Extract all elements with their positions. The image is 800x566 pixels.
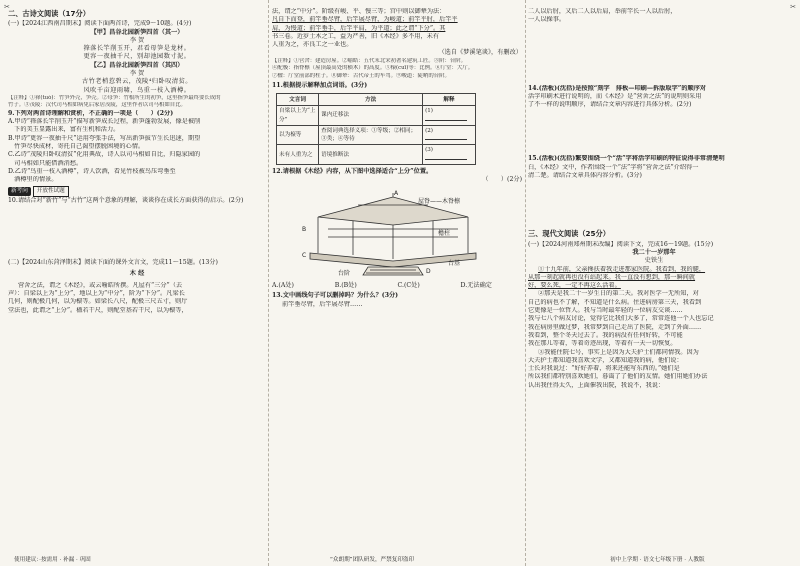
essay-line: 营舍之法，谓之《木经》，或云喻皓所撰。凡屋有“三分”（去 — [18, 281, 183, 289]
answer-cell[interactable] — [423, 145, 476, 165]
source-note: （选自《梦溪笔谈》，有删改） — [438, 49, 522, 57]
option-text: 司马相如只能借酒消愁。 — [8, 159, 83, 167]
annotation: ④配极：指脊檩（屋顶最高处的横木）的高度。⑤榱(cuī)等：比例。⑥厅堂：大厅。 — [272, 65, 474, 72]
footer-right: 初中上学期 · 语文七年级下册 · 人教版 — [610, 557, 705, 563]
table-header: 文言词 — [277, 94, 319, 106]
article-title: 我二十一岁那年 — [632, 248, 676, 256]
answer-number: (2) — [425, 127, 433, 134]
answer-space[interactable] — [8, 205, 266, 259]
table-cell: 语境推断法 — [319, 145, 423, 165]
article-line: 我看到，整个冬天过去了。我的病没有任何好转，不可能 — [528, 331, 683, 339]
poem-line: 箨落长竿削玉开，君看母笋是龙材。 — [83, 45, 191, 53]
poem-line: 风吹千亩迎雨啸，鸟重一枝入酒樽。 — [83, 86, 191, 94]
option-text: C.乙诗“茂陵归卧叹清贫”化用典故，诗人以司马相如自比，归隐家园的 — [8, 151, 201, 159]
article-line: 士长对我说过：“好好养着，将来还能写东西的。”她们是 — [528, 365, 680, 373]
label-c: C — [302, 251, 307, 259]
vocab-table — [276, 93, 476, 165]
answer-space[interactable] — [528, 25, 780, 85]
essay-line: 堂法也，此谓之“上分”。楹若干尺，则配堂基若干尺，以为榱等， — [8, 306, 188, 314]
crop-mark-icon: ✂ — [4, 3, 10, 11]
option-text: 下的美玉显露出来，富有生机和活力。 — [8, 126, 120, 134]
column-left — [8, 8, 266, 315]
table-header: 方法 — [319, 94, 423, 106]
option-text: A.甲诗“箨落长竿削玉开”描写新笋成长过程，新笋蓬勃发展，像是被削 — [8, 118, 201, 126]
essay-title: 木 经 — [129, 270, 145, 278]
column-middle — [272, 8, 522, 309]
poem-line: 古竹老梢惹碧云，茂陵⁴归卧叹清贫。 — [82, 78, 192, 86]
article-line: ②那天是我二十一岁生日的第二天。我对医学一无所知，对 — [538, 290, 699, 298]
column-divider — [268, 0, 270, 566]
table-cell: 查阅词典选择义项：①等级；②相同；③类；④等待 — [319, 125, 423, 145]
article-line: 认出我住得太久，上面催我出院，我说不，我说： — [528, 381, 665, 389]
option-text: 酒樽里的情景。 — [8, 176, 58, 184]
label-a: A — [394, 189, 399, 197]
question-11: 11.根据提示解释加点词语。(3分) — [272, 82, 368, 89]
poem-line: 更容一夜抽千尺，别却池园数寸泥。 — [83, 53, 191, 61]
section-title: 二、古诗文阅读（17分） — [8, 9, 90, 18]
underlined-sentence: 肩，为慢道；前竿垂手，后竿平肩，为平道；此之谓“下分”。其 — [272, 24, 446, 32]
label-beam: 屋脊——木脊檩 — [418, 197, 461, 205]
footer-middle: “众朗期”团队研发，严禁复印盗印 — [330, 557, 415, 563]
question-text: 清二楚。请结合文章具体内容分析。(3分) — [528, 172, 642, 180]
essay-line: 书三卷。近岁土木之工，益为严善，旧《木经》多不用，未有 — [272, 32, 440, 40]
building-structure-illustration — [298, 189, 488, 277]
annotation: 【注释】①箨(tuò)：竹笋外壳，笋壳。②母笋：竹根所生的初笋，这里指笋最终要长成的 — [8, 94, 221, 101]
question-12: 12.请根据《木经》内容，从下图中选择适合“上分”位置。 — [272, 168, 433, 176]
table-cell: 以为榱等 — [277, 125, 319, 145]
answer-blank[interactable] — [425, 159, 467, 160]
article-line: 它更像是一位哲人。我与当时最年轻的一位病友交谈…… — [528, 307, 683, 315]
option-c[interactable]: C.(C处) — [397, 281, 420, 289]
question-text: 了不一样的说明顺序，请结合文章内容进行具体分析。(2分) — [528, 101, 692, 109]
answer-space[interactable] — [528, 180, 780, 228]
label-d: D — [426, 267, 431, 275]
option-b[interactable]: B.(B处) — [334, 281, 357, 289]
underlined-sentence: 凡自下而登，前竿垂尽臂，后竿展尽臂，为峻道；前竿平肘，后竿平 — [272, 16, 458, 24]
question-10 — [8, 186, 266, 196]
open-question-badge: 开放性试题 — [33, 186, 69, 196]
section-title: 三、现代文阅读（25分） — [528, 229, 610, 239]
poem-author: 李 贺 — [129, 36, 145, 44]
annotation: ⑦楹：厅堂前部的柱子。⑧御辇：古代帝王的车驾。⑨峻道：陡峭的台阶。 — [272, 72, 450, 79]
poem-title: 【甲】昌谷北园新笋四首（其一） — [90, 28, 184, 36]
label-base: 台基 — [448, 259, 461, 267]
essay-line: 声）：自梁以上为“上分”，地以上为“中分”，阶为“下分”。凡梁长 — [8, 289, 185, 297]
essay-line: 人重为之，亦良工之一业也。 — [272, 41, 353, 49]
label-pillar: 檐柱 — [438, 229, 451, 237]
article-line: 我在病房里做过梦，我常梦到自己走出了医院，走到了外面…… — [528, 323, 702, 331]
quoted-sentence: 前竿垂尽臂，后竿展尽臂…… — [282, 300, 363, 308]
option-text: D.乙诗“鸟重一枝入酒樽”，诗人饮酒，看见竹枝被鸟压弯垂至 — [8, 167, 176, 175]
table-row — [277, 145, 476, 165]
article-line: 我与七八个病友讨论，觉得它比我们大多了，常常连他一个人也忘记 — [528, 315, 714, 323]
answer-line: 二人以后肘，又后二人以后肩，举前竿长一人以后肘， — [528, 8, 677, 15]
poem-title: 【乙】昌谷北园新笋四首（其四） — [90, 61, 184, 69]
article-line: ③我能住院七号，事实上是因为大夫护士们都同情我。因为 — [538, 348, 699, 356]
question-text: 活字印刷术进行说明的，而《木经》是“营舍之法”的说明则采用 — [528, 92, 702, 100]
poem-author: 李 贺 — [129, 70, 145, 78]
answer-number: (1) — [425, 108, 433, 115]
question-14: 14.(活板)(沈括)是按照“刻字 排板—印刷—拆版取字”的顺序对 — [528, 84, 707, 92]
article-line: 自己的病也不了解，不知道是什么病。住进病房第三天，我看到 — [528, 298, 702, 306]
article-line: 我在那儿等着，等着奇迹出现，等着有一天一切恢复。 — [528, 340, 677, 348]
label-steps: 台阶 — [338, 269, 351, 277]
new-trend-badge: 新考向 — [8, 187, 31, 195]
question-12-score: （ ）(2分) — [482, 176, 522, 184]
annotation: 竹子。③茂陵：汉代司马相如病免后家居茂陵，这里作者以司马相如自比。 — [8, 102, 186, 109]
option-a[interactable]: A.(A处) — [272, 281, 294, 289]
question-10-text: 10.请结合对“新竹”与“古竹”这两个意象的理解，谈谈你在成长方面获得的启示。(2分) — [8, 196, 244, 204]
answer-cell[interactable] — [423, 125, 476, 145]
answer-blank[interactable] — [425, 120, 467, 121]
article-line: 从那一刻起就再也没有站起来。我一直没有想到，那一瞬间就 — [528, 273, 696, 281]
question-13: 13.文中画线句子可以删掉吗？为什么？(3分) — [272, 292, 399, 300]
table-row — [277, 125, 476, 145]
column-divider — [525, 0, 527, 566]
answer-blank[interactable] — [425, 139, 467, 140]
question-text: 白，《木经》文中，作者围绕一个“法”字将“营舍之法”介绍得一 — [528, 163, 699, 171]
essay-line: 法，谓之“中分”。阶级有峻、平、慢三等；宫中则以御辇为法： — [272, 8, 446, 15]
answer-line: 一人以操事。 — [528, 16, 566, 24]
annotation: 【注释】①营舍：建造房屋。②喻皓：五代末北宋初著名建筑工匠。③阶：台阶。 — [272, 57, 467, 64]
answer-cell[interactable] — [423, 106, 476, 126]
question-intro: (一)【2024河南郑州期末改编】阅读下文，完成16～19题。(15分) — [528, 240, 714, 248]
label-b: B — [302, 225, 307, 233]
table-row — [277, 106, 476, 126]
essay-line: 几何，则配极几何，以为榱等。如梁长八尺，配极三尺五寸，则厅 — [8, 298, 188, 306]
article-line: 所以我们都特别喜欢她们，暮霭了了他们的友情。她们用她们办法 — [528, 373, 708, 381]
table-cell: 未有人重为之 — [277, 145, 319, 165]
article-line: ①十九年前，父亲搀扶着我走进那家医院。我看到，我的腿， — [538, 265, 706, 273]
option-text: B.甲诗“更容一夜抽千尺”运用夸张手法，写出新笋拔节生长迅速，期望 — [8, 134, 201, 142]
crop-mark-icon: ✂ — [790, 3, 796, 11]
article-line: 好，要么死，一定不再这么活着。 — [528, 282, 621, 290]
option-d[interactable]: D.无法确定 — [460, 281, 492, 289]
footer-left: 使用建议：·按需用 · 补漏 · 巩固 — [14, 557, 91, 563]
question-intro: (二)【2024山东菏泽期末】阅读下面的课外文言文，完成11～15题。(13分) — [8, 259, 218, 267]
table-cell: 课内迁移法 — [319, 106, 423, 126]
option-text: 竹笋尽快成材，寄托自己渴望摆脱困境的心情。 — [8, 142, 145, 150]
article-author: 史铁生 — [644, 257, 664, 265]
question-9: 9.下列对两首诗理解和赏析，不正确的一项是（ ）(2分) — [8, 109, 174, 117]
question-intro: (一)【2024江西南昌期末】阅读下面两首诗，完成9～10题。(4分) — [8, 20, 192, 28]
table-header: 解释 — [423, 94, 476, 106]
article-line: 大夫护士都知道我喜欢文学，又都知道我的病，他们说： — [528, 356, 683, 364]
column-right — [528, 8, 780, 390]
answer-space[interactable] — [528, 109, 780, 155]
question-15: 15.(活板)(沈括)繁要围绕一个“活”字将活字印刷的特征说得非常清楚明 — [528, 155, 725, 163]
answer-number: (3) — [425, 147, 433, 154]
question-12-options — [272, 282, 492, 290]
table-cell: 自梁以上为“上分” — [277, 106, 319, 126]
